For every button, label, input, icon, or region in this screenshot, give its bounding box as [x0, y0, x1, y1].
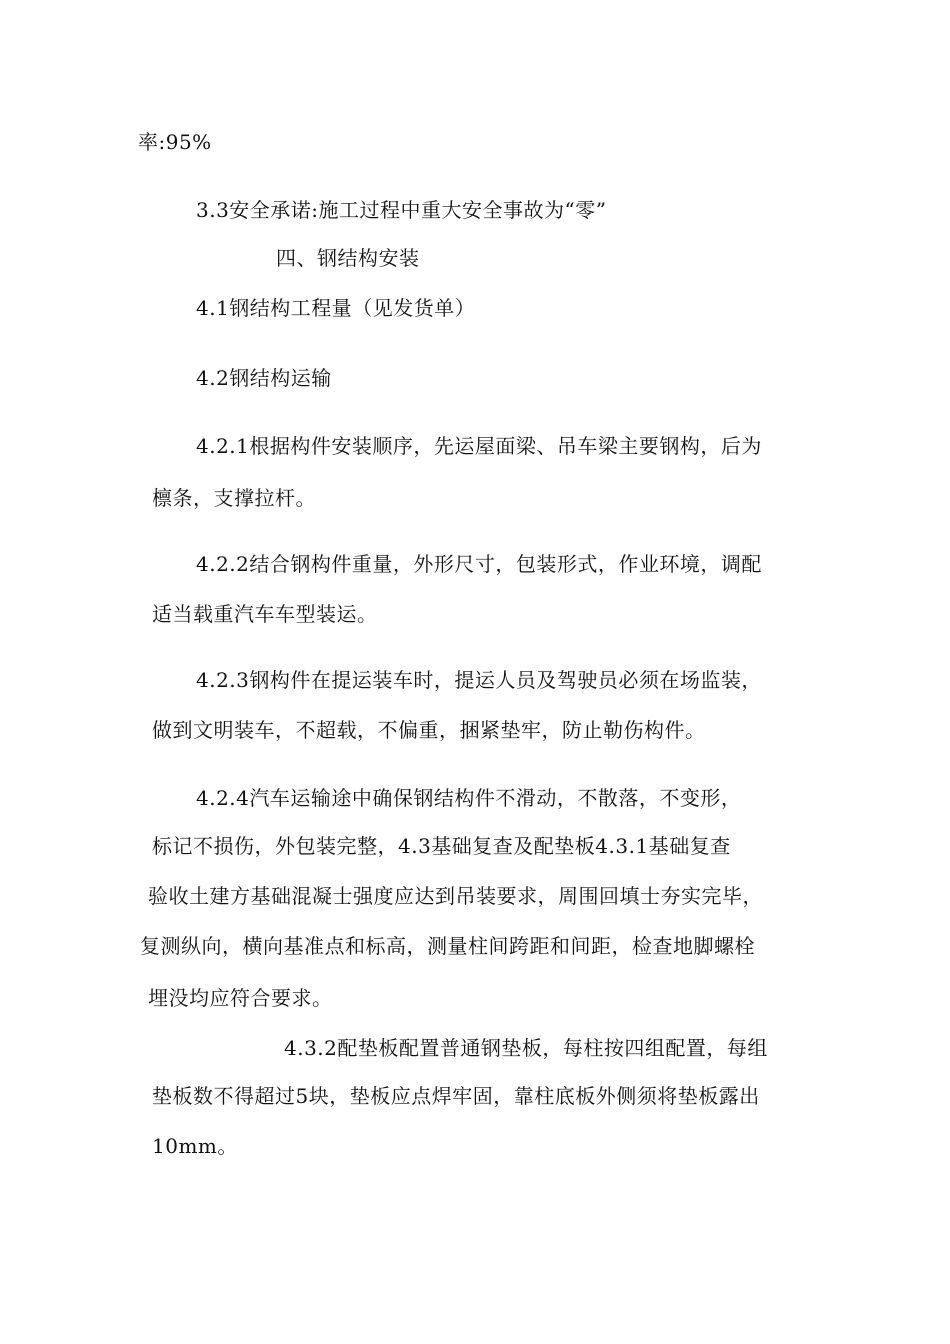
- text-line-4-2-2: 4.2.2结合钢构件重量，外形尺寸，包装形式，作业环境，调配: [196, 552, 762, 576]
- text-line-4-3-2-cont-a: 垫板数不得超过5块，垫板应点焊牢固，靠柱底板外侧须将垫板露出: [152, 1084, 760, 1108]
- text-line-4-3-1-cont-a: 验收土建方基础混凝士强度应达到吊装要求，周围回填士夯实完毕，: [148, 884, 763, 908]
- text-line-4-2-3: 4.2.3钢构件在提运装车时，提运人员及驾驶员必须在场监装，: [196, 668, 762, 692]
- text-line-4-3-1-cont-c: 埋没均应符合要求。: [148, 986, 333, 1010]
- text-line-4-2: 4.2钢结构运输: [196, 366, 332, 390]
- text-line-4-2-1-cont: 檩条，支撑拉杆。: [152, 486, 316, 510]
- text-line-4-2-1: 4.2.1根据构件安装顺序，先运屋面梁、吊车梁主要钢构，后为: [196, 434, 762, 458]
- text-line-4-2-3-cont: 做到文明装车，不超载，不偏重，捆紧垫牢，防止勒伤构件。: [152, 718, 706, 742]
- text-line-4-3-2: 4.3.2配垫板配置普通钢垫板，每柱按四组配置，每组: [284, 1036, 768, 1060]
- section-heading-steel-installation: 四、钢结构安装: [276, 246, 420, 270]
- text-line-4-3-1-cont-b: 复测纵向，横向基准点和标高，测量柱间跨距和间距，检查地脚螺栓: [140, 934, 755, 958]
- text-line-4-1: 4.1钢结构工程量（见发货单）: [196, 296, 476, 320]
- text-line-4-2-4-cont: 标记不损伤，外包装完整，4.3基础复查及配垫板4.3.1基础复查: [152, 834, 731, 858]
- text-line-safety-commitment: 3.3安全承诺:施工过程中重大安全事故为“零”: [196, 198, 607, 222]
- text-line-4-2-2-cont: 适当载重汽车车型装运。: [152, 602, 378, 626]
- text-line-rate: 率:95%: [138, 130, 212, 154]
- text-line-4-2-4: 4.2.4汽车运输途中确保钢结构件不滑动，不散落，不变形，: [196, 786, 742, 810]
- text-line-4-3-2-cont-b: 10mm。: [152, 1134, 238, 1158]
